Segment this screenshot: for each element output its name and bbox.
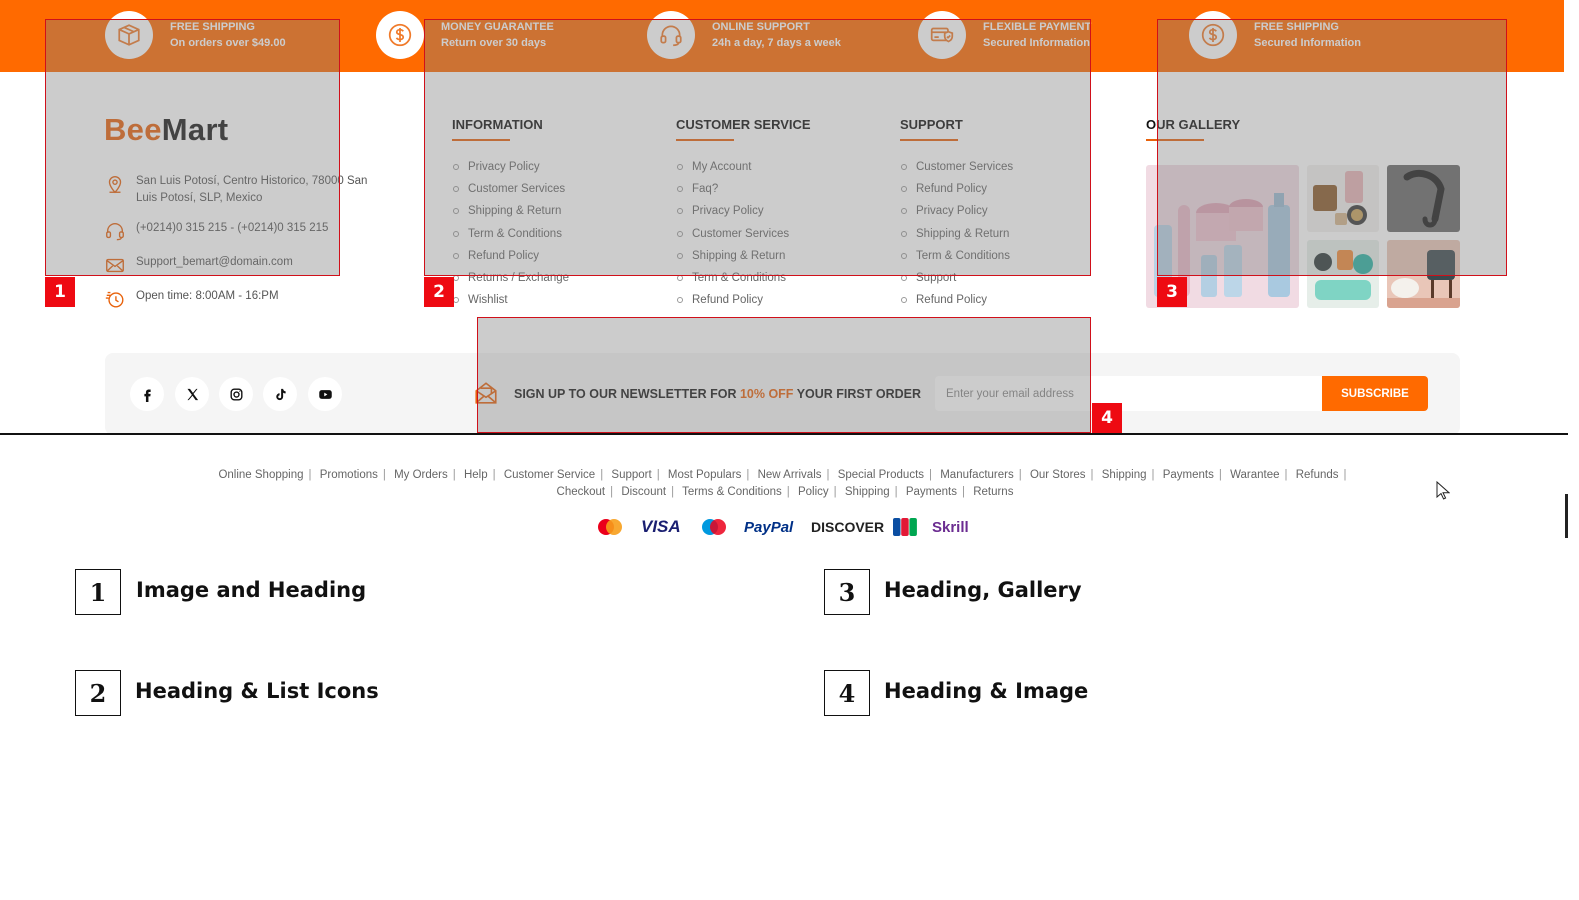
maestro-icon xyxy=(699,517,729,537)
bottom-link[interactable]: Terms & Conditions xyxy=(682,486,782,498)
bottom-link[interactable]: Checkout xyxy=(556,486,606,498)
bottom-link[interactable]: Special Products xyxy=(837,469,925,481)
list-item[interactable]: Privacy Policy xyxy=(452,160,569,182)
list-item[interactable]: Wishlist xyxy=(452,293,569,315)
bottom-link[interactable]: Shipping xyxy=(1101,469,1147,481)
feature-title: ONLINE SUPPORT xyxy=(712,21,810,33)
bottom-link[interactable]: Payments xyxy=(905,486,957,498)
email-text[interactable]: Support_bemart@domain.com xyxy=(136,256,293,268)
bottom-link[interactable]: Warantee xyxy=(1230,469,1280,481)
list-item[interactable]: Support xyxy=(900,271,1013,293)
jcb-icon xyxy=(893,517,917,537)
annotation-box-3 xyxy=(1157,19,1507,276)
newsletter-highlight: 10% OFF xyxy=(739,387,794,401)
list-item[interactable]: Shipping & Return xyxy=(676,249,789,271)
column-title-customer-service: CUSTOMER SERVICE xyxy=(676,117,811,132)
address-text: San Luis Potosí, Centro Historico, 78000 San Luis Potosí, SLP, Mexico xyxy=(136,175,368,204)
list-item[interactable]: Refund Policy xyxy=(676,293,789,315)
list-item[interactable]: Faq? xyxy=(676,182,789,204)
legend-label-2: Heading & List Icons xyxy=(135,679,379,703)
bottom-link[interactable]: Most Populars xyxy=(667,469,742,481)
bottom-link[interactable]: Our Stores xyxy=(1029,469,1086,481)
annotation-box-4 xyxy=(477,317,1091,433)
newsletter-text-after: YOUR FIRST ORDER xyxy=(793,387,922,401)
list-item[interactable]: Refund Policy xyxy=(900,182,1013,204)
list-item[interactable]: Shipping & Return xyxy=(900,227,1013,249)
tiktok-icon[interactable] xyxy=(263,377,297,411)
annotation-box-2 xyxy=(424,19,1091,276)
logo-part-mart: Mart xyxy=(161,112,229,147)
column-title-gallery: OUR GALLERY xyxy=(1146,117,1241,132)
mouse-cursor-icon xyxy=(1436,481,1450,501)
mastercard-icon xyxy=(595,517,625,537)
list-item[interactable]: Privacy Policy xyxy=(900,204,1013,226)
list-item[interactable]: Term & Conditions xyxy=(452,227,569,249)
subscribe-button[interactable]: SUBSCRIBE xyxy=(1322,376,1428,411)
logo-part-bee: Bee xyxy=(104,112,162,147)
list-item[interactable]: Customer Services xyxy=(676,227,789,249)
legend-label-1: Image and Heading xyxy=(136,578,367,602)
feature-subtitle: On orders over $49.00 xyxy=(170,37,286,49)
list-item[interactable]: Returns / Exchange xyxy=(452,271,569,293)
contact-hours xyxy=(104,288,279,310)
list-item[interactable]: My Account xyxy=(676,160,789,182)
feature-subtitle: 24h a day, 7 days a week xyxy=(712,37,841,49)
legend-number-4: 4 xyxy=(824,670,870,716)
legend-number-1: 1 xyxy=(75,569,121,615)
bottom-link[interactable]: Refunds xyxy=(1295,469,1339,481)
bottom-link[interactable]: Support xyxy=(611,469,652,481)
scrollbar[interactable] xyxy=(1565,494,1568,538)
bottom-links-row-1: Online Shopping | Promotions | My Orders | Help | Customer Service | Support | Most Populars | New Arrivals | Special Products | Manufacturers | Our Stores | Shipping | Payments | Warantee | Refunds | xyxy=(218,469,1347,481)
instagram-icon[interactable] xyxy=(219,377,253,411)
hours-text: Open time: 8:00AM - 16:PM xyxy=(136,290,279,302)
annotation-tag-2: 2 xyxy=(424,277,454,307)
annotation-box-1 xyxy=(45,19,340,276)
visa-logo: VISA xyxy=(641,517,681,536)
annotation-tag-4: 4 xyxy=(1092,403,1122,433)
list-item[interactable]: Customer Services xyxy=(452,182,569,204)
feature-title: FLEXIBLE PAYMENT xyxy=(983,21,1092,33)
feature-subtitle: Return over 30 days xyxy=(441,37,547,49)
bottom-link[interactable]: Manufacturers xyxy=(940,469,1014,481)
bottom-link[interactable]: Help xyxy=(463,469,488,481)
dollar-icon xyxy=(376,11,424,59)
discover-logo: DISCOVER xyxy=(811,519,885,535)
annotation-tag-1: 1 xyxy=(45,277,75,307)
facebook-icon[interactable] xyxy=(130,377,164,411)
feature-title: FREE SHIPPING xyxy=(1254,21,1339,33)
feature-subtitle: Secured Information xyxy=(983,37,1090,49)
legend-label-3: Heading, Gallery xyxy=(884,578,1082,602)
bottom-links xyxy=(180,467,1390,501)
annotation-tag-3: 3 xyxy=(1157,277,1187,307)
bottom-link[interactable]: Online Shopping xyxy=(218,469,304,481)
column-title-information: INFORMATION xyxy=(452,117,543,132)
bottom-link[interactable]: Payments xyxy=(1162,469,1214,481)
feature-title: FREE SHIPPING xyxy=(170,21,255,33)
column-title-support: SUPPORT xyxy=(900,117,963,132)
feature-title: MONEY GUARANTEE xyxy=(441,21,554,33)
clock-icon xyxy=(104,288,126,310)
newsletter-text-before: SIGN UP TO OUR NEWSLETTER FOR xyxy=(514,387,740,401)
bottom-link[interactable]: Policy xyxy=(797,486,829,498)
skrill-logo: Skrill xyxy=(932,518,969,536)
bottom-link[interactable]: Discount xyxy=(621,486,667,498)
divider xyxy=(0,433,1568,435)
list-item[interactable]: Shipping & Return xyxy=(452,204,569,226)
feature-subtitle: Secured Information xyxy=(1254,37,1361,49)
bottom-link[interactable]: New Arrivals xyxy=(757,469,822,481)
bottom-link[interactable]: Customer Service xyxy=(503,469,596,481)
bottom-link[interactable]: My Orders xyxy=(394,469,448,481)
bottom-link[interactable]: Promotions xyxy=(319,469,378,481)
list-item[interactable]: Term & Conditions xyxy=(676,271,789,293)
legend-label-4: Heading & Image xyxy=(884,679,1089,703)
bottom-link[interactable]: Shipping xyxy=(844,486,890,498)
legend-number-2: 2 xyxy=(75,670,121,716)
bottom-links-row-2: Checkout | Discount | Terms & Conditions | Policy | Shipping | Payments | Returns xyxy=(556,486,1014,498)
legend-number-3: 3 xyxy=(824,569,870,615)
list-item[interactable]: Refund Policy xyxy=(900,293,1013,315)
youtube-icon[interactable] xyxy=(308,377,342,411)
phone-text[interactable]: (+0214)0 315 215 - (+0214)0 315 215 xyxy=(136,222,329,234)
list-item[interactable]: Privacy Policy xyxy=(676,204,789,226)
bottom-link[interactable]: Returns xyxy=(973,486,1014,498)
list-item[interactable]: Term & Conditions xyxy=(900,249,1013,271)
x-icon[interactable] xyxy=(175,377,209,411)
paypal-logo: PayPal xyxy=(744,518,794,536)
list-item[interactable]: Customer Services xyxy=(900,160,1013,182)
list-item[interactable]: Refund Policy xyxy=(452,249,569,271)
